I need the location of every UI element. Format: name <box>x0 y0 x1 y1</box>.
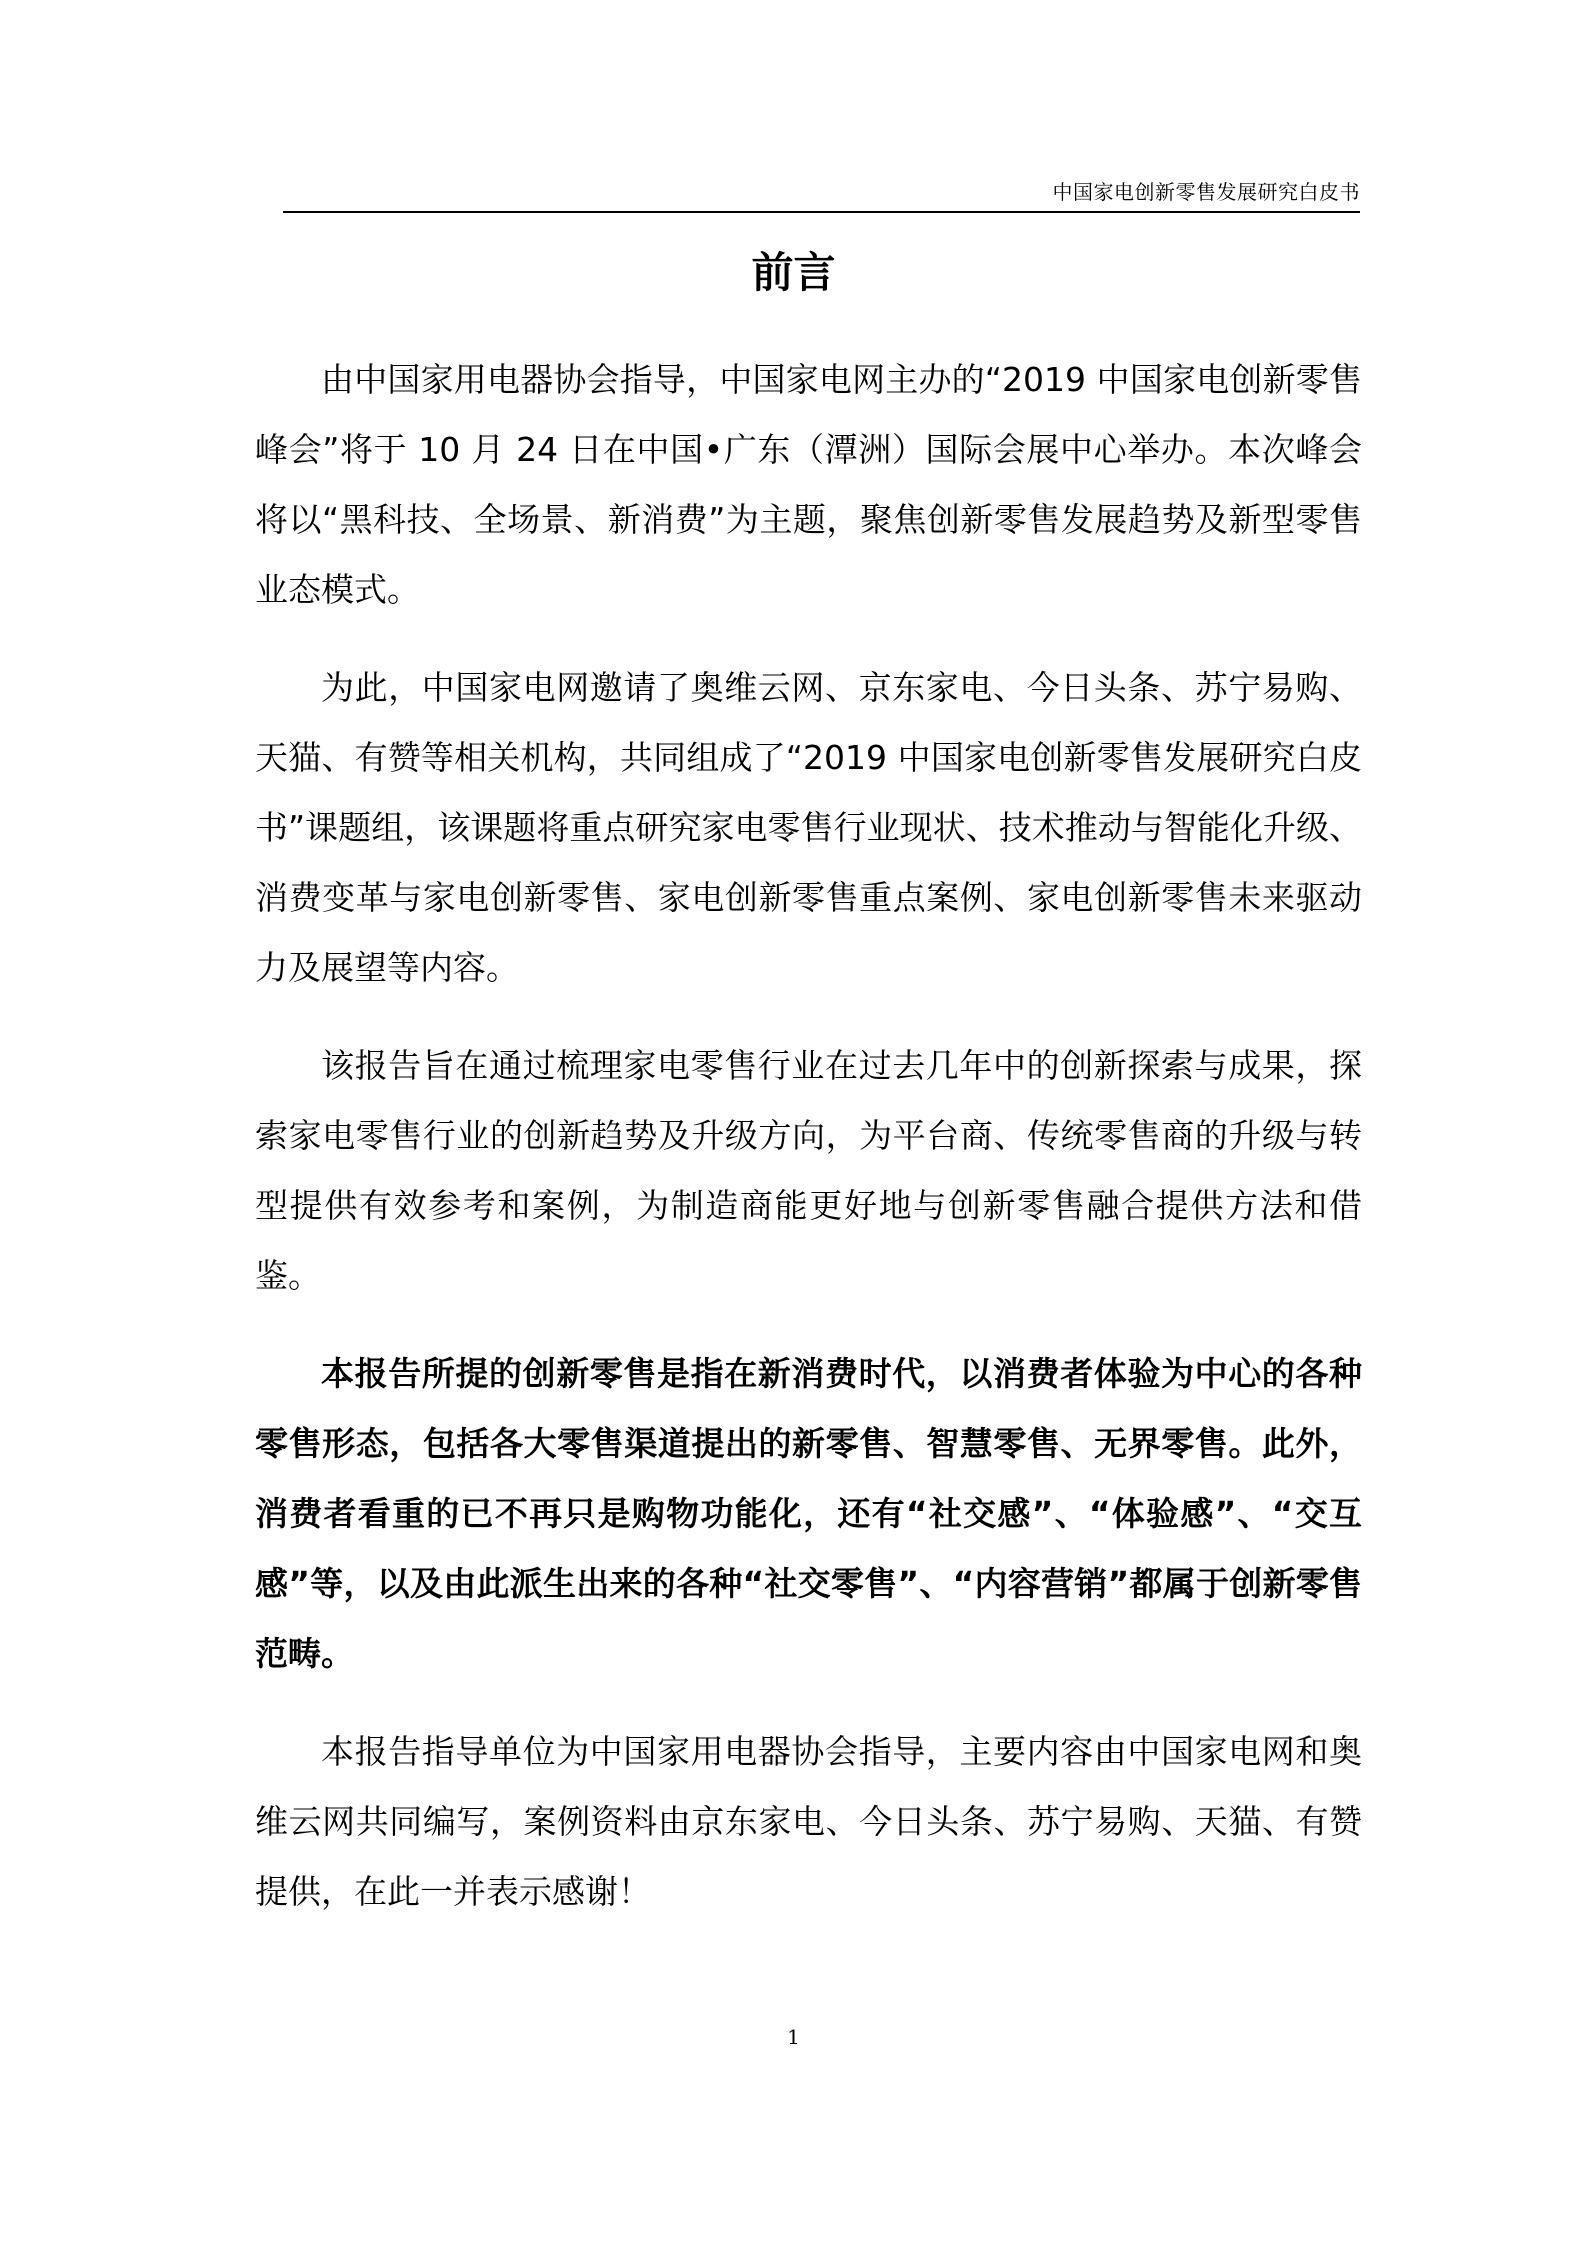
page-title: 前言 <box>751 248 836 297</box>
body-text <box>255 345 1362 1955</box>
paragraph-intro: 由中国家用电器协会指导，中国家电网主办的“2019 中国家电创新零售峰会”将于 10 月 24 日在中国•广东（潭洲）国际会展中心举办。本次峰会将以“黑科技、全场景、新消费”为主题，聚焦创新零售发展趋势及新型零售业态模式。 <box>255 360 1362 609</box>
paragraph-purpose: 该报告旨在通过梳理家电零售行业在过去几年中的创新探索与成果，探索家电零售行业的创新趋势及升级方向，为平台商、传统零售商的升级与转型提供有效参考和案例，为制造商能更好地与创新零售融合提供方法和借鉴。 <box>255 1046 1362 1295</box>
paragraph-acknowledgement: 本报告指导单位为中国家用电器协会指导，主要内容由中国家电网和奥维云网共同编写，案例资料由京东家电、今日头条、苏宁易购、天猫、有赞提供，在此一并表示感谢！ <box>255 1732 1362 1911</box>
running-title: 中国家电创新零售发展研究白皮书 <box>1052 180 1360 204</box>
page-number: 1 <box>787 2025 800 2049</box>
paragraph-definition: 本报告所提的创新零售是指在新消费时代，以消费者体验为中心的各种零售形态，包括各大零售渠道提出的新零售、智慧零售、无界零售。此外，消费者看重的已不再只是购物功能化，还有“社交感”、“体验感”、“交互感”等，以及由此派生出来的各种“社交零售”、“内容营销”都属于创新零售范畴。 <box>255 1354 1362 1673</box>
page-header <box>283 173 1360 213</box>
paragraph-task-group: 为此，中国家电网邀请了奥维云网、京东家电、今日头条、苏宁易购、天猫、有赞等相关机构，共同组成了“2019 中国家电创新零售发展研究白皮书”课题组，该课题将重点研究家电零售行业现状、技术推动与智能化升级、消费变革与家电创新零售、家电创新零售重点案例、家电创新零售未来驱动力及展望等内容。 <box>255 668 1362 987</box>
